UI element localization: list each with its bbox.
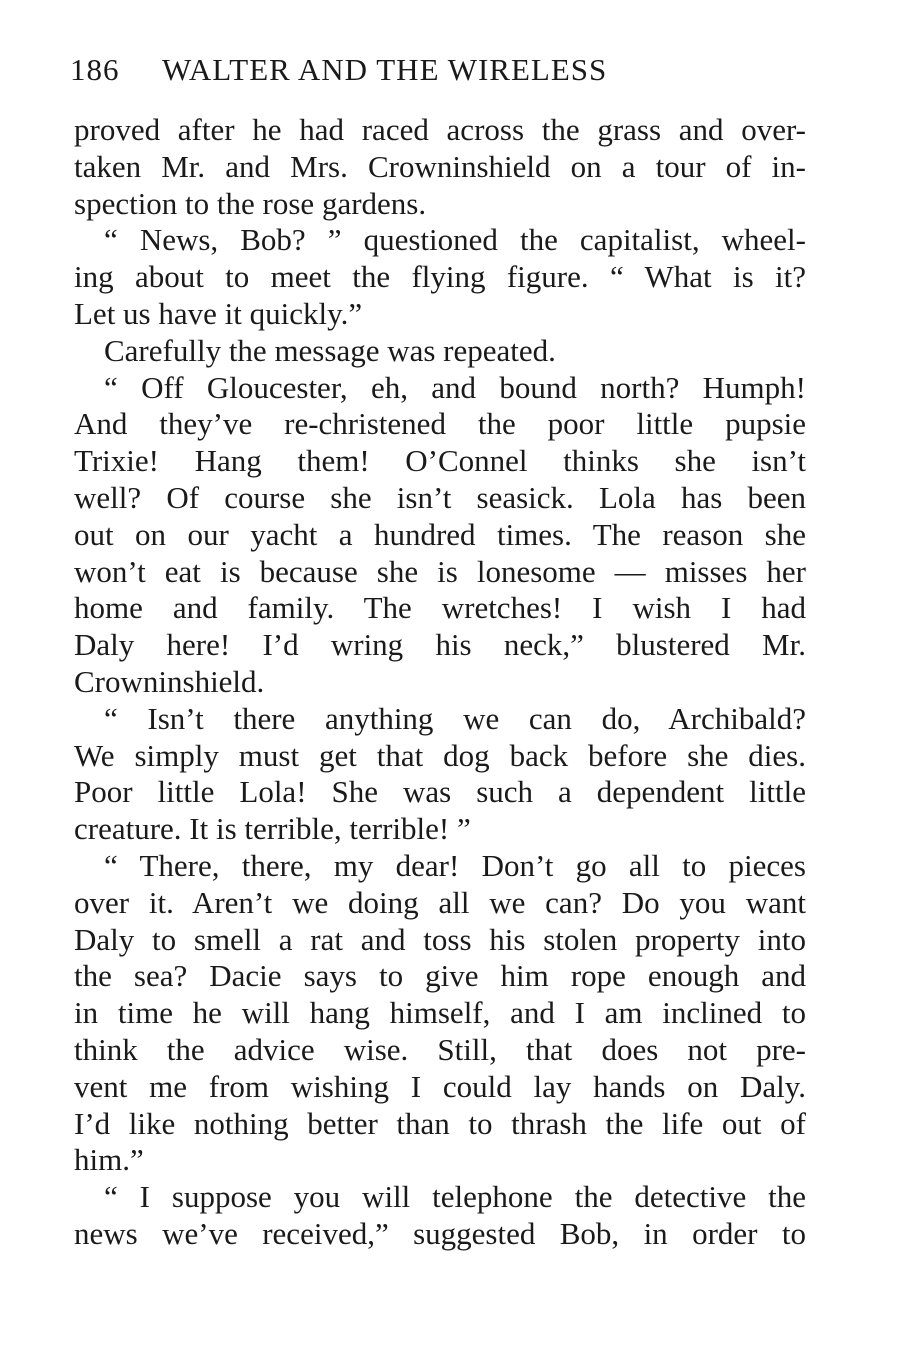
- text-line: Let us have it quickly.”: [74, 295, 363, 331]
- text-line: “ I suppose you will telephone the detective the: [104, 1179, 806, 1215]
- running-head: [70, 52, 810, 96]
- text-line: proved after he had raced across the grass and over-: [74, 112, 806, 147]
- text-line: “ News, Bob? ” questioned the capitalist, wheel-: [104, 222, 806, 258]
- text-line: think the advice wise. Still, that does not pre-: [74, 1031, 806, 1067]
- text-line: spection to the rose gardens.: [74, 185, 427, 221]
- text-line: him.”: [74, 1142, 144, 1178]
- text-line: Daly to smell a rat and toss his stolen property into: [74, 921, 806, 957]
- text-line: well? Of course she isn’t seasick. Lola has been: [74, 479, 806, 515]
- text-line: out on our yacht a hundred times. The reason she: [74, 516, 806, 552]
- text-line: home and family. The wretches! I wish I had: [74, 590, 806, 626]
- text-line: Poor little Lola! She was such a dependent little: [74, 774, 806, 810]
- text-line: vent me from wishing I could lay hands on Daly.: [74, 1068, 806, 1104]
- body-text: [74, 112, 806, 1253]
- text-line: taken Mr. and Mrs. Crowninshield on a tour of in-: [74, 148, 806, 184]
- text-line: ing about to meet the flying figure. “ What is it?: [74, 259, 806, 295]
- text-line: Trixie! Hang them! O’Connel thinks she isn’t: [74, 443, 806, 479]
- text-line: “ Isn’t there anything we can do, Archibald?: [104, 700, 806, 736]
- text-line: I’d like nothing better than to thrash the life out of: [74, 1105, 806, 1141]
- text-line: won’t eat is because she is lonesome — misses her: [74, 553, 806, 589]
- text-line: “ Off Gloucester, eh, and bound north? Humph!: [104, 369, 806, 405]
- text-line: news we’ve received,” suggested Bob, in order to: [74, 1215, 806, 1251]
- page-number: 186: [70, 52, 120, 87]
- text-line: the sea? Dacie says to give him rope enough and: [74, 958, 806, 994]
- text-line: over it. Aren’t we doing all we can? Do you want: [74, 884, 806, 920]
- text-line: Carefully the message was repeated.: [104, 332, 556, 368]
- text-line: creature. It is terrible, terrible! ”: [74, 811, 471, 847]
- text-line: Crowninshield.: [74, 663, 265, 699]
- text-line: And they’ve re-christened the poor little pupsie: [74, 406, 806, 442]
- text-line: in time he will hang himself, and I am inclined to: [74, 995, 806, 1031]
- text-line: We simply must get that dog back before she dies.: [74, 737, 806, 773]
- running-title: WALTER AND THE WIRELESS: [162, 52, 608, 87]
- text-line: Daly here! I’d wring his neck,” blustered Mr.: [74, 627, 806, 663]
- text-line: “ There, there, my dear! Don’t go all to pieces: [104, 847, 806, 883]
